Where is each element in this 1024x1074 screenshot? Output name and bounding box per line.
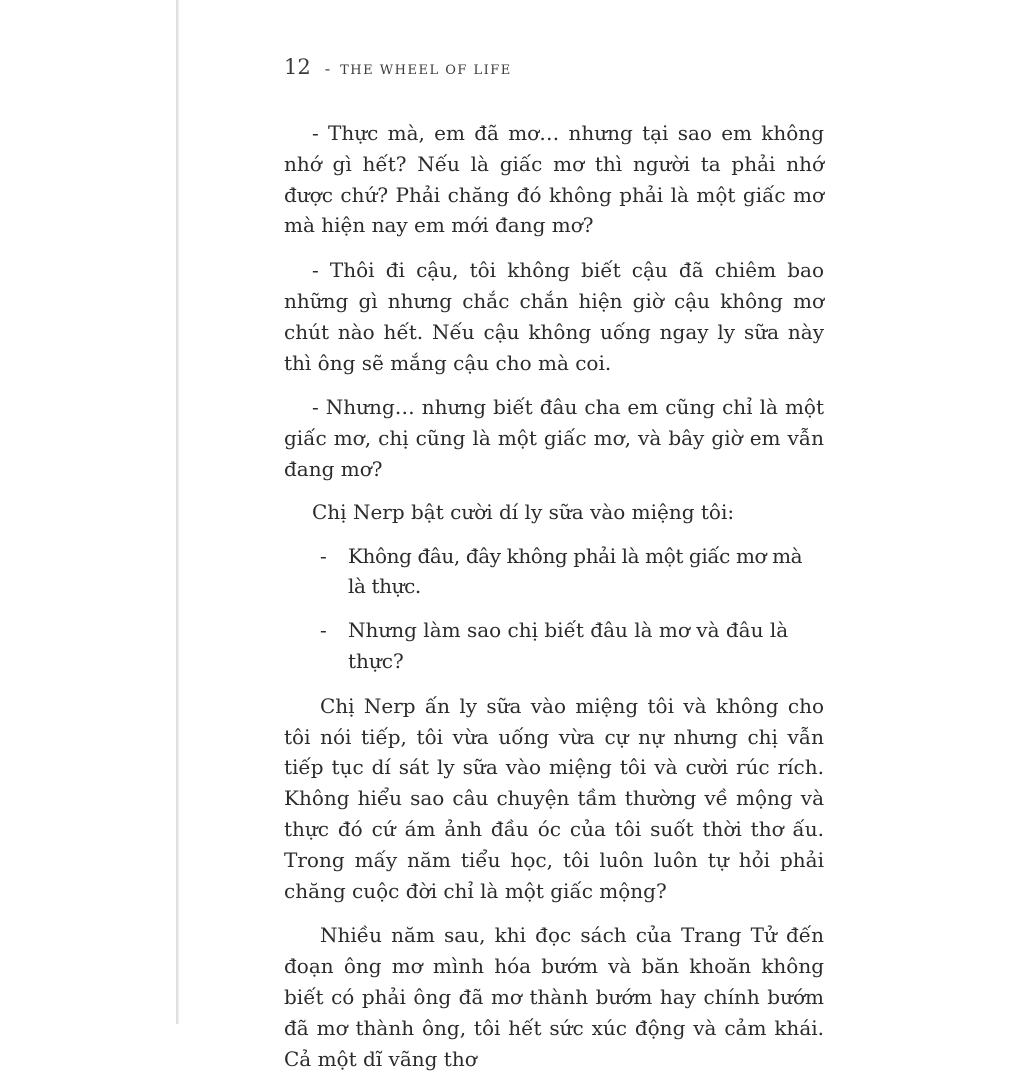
dialog-dash: - (320, 618, 327, 643)
paragraph-5: Chị Nerp ấn ly sữa vào miệng tôi và không cho tôi nói tiếp, tôi vừa uống vừa cự nự nhưng chị vẫn tiếp tục dí sát ly sữa vào miệng tôi và cười rúc rích. Không hiểu sao câu chuyện tầm thường về mộng và thực đó cứ ám ảnh đầu óc của tôi suốt thời thơ ấu. Trong mấy năm tiểu học, tôi luôn luôn tự hỏi phải chăng cuộc đời chỉ là một giấc mộng? (284, 693, 824, 903)
header-separator: - (324, 59, 331, 78)
paragraph-3: - Nhưng… nhưng biết đâu cha em cũng chỉ là một giấc mơ, chị cũng là một giấc mơ, và bây giờ em vẫn đang mơ? (284, 395, 824, 481)
page-number: 12 (284, 55, 311, 79)
paragraph-6: Nhiều năm sau, khi đọc sách của Trang Tử đến đoạn ông mơ mình hóa bướm và băn khoăn không biết có phải ông đã mơ thành bướm hay chính bướm đã mơ thành ông, tôi hết sức xúc động và cảm khái. Cả một dĩ vãng thơ (284, 923, 824, 1071)
dialog-text: Không đâu, đây không phải là một giấc mơ mà là thực. (348, 543, 803, 599)
running-header (284, 55, 512, 79)
paragraph-2: - Thôi đi cậu, tôi không biết cậu đã chiêm bao những gì nhưng chắc chắn hiện giờ cậu không mơ chút nào hết. Nếu cậu không uống ngay ly sữa này thì ông sẽ mắng cậu cho mà coi. (284, 258, 824, 375)
paragraph-1: - Thực mà, em đã mơ… nhưng tại sao em không nhớ gì hết? Nếu là giấc mơ thì người ta phải nhớ được chứ? Phải chăng đó không phải là một giấc mơ mà hiện nay em mới đang mơ? (284, 121, 824, 238)
dialog-line-2 (284, 615, 824, 677)
dialog-line-1 (284, 541, 824, 603)
running-title: THE WHEEL OF LIFE (340, 63, 512, 78)
dialog-text: Nhưng làm sao chị biết đâu là mơ và đâu là thực? (348, 618, 789, 673)
dialog-dash: - (320, 543, 327, 568)
paragraph-4: Chị Nerp bật cười dí ly sữa vào miệng tôi: (312, 499, 735, 524)
page-body (284, 118, 824, 1074)
